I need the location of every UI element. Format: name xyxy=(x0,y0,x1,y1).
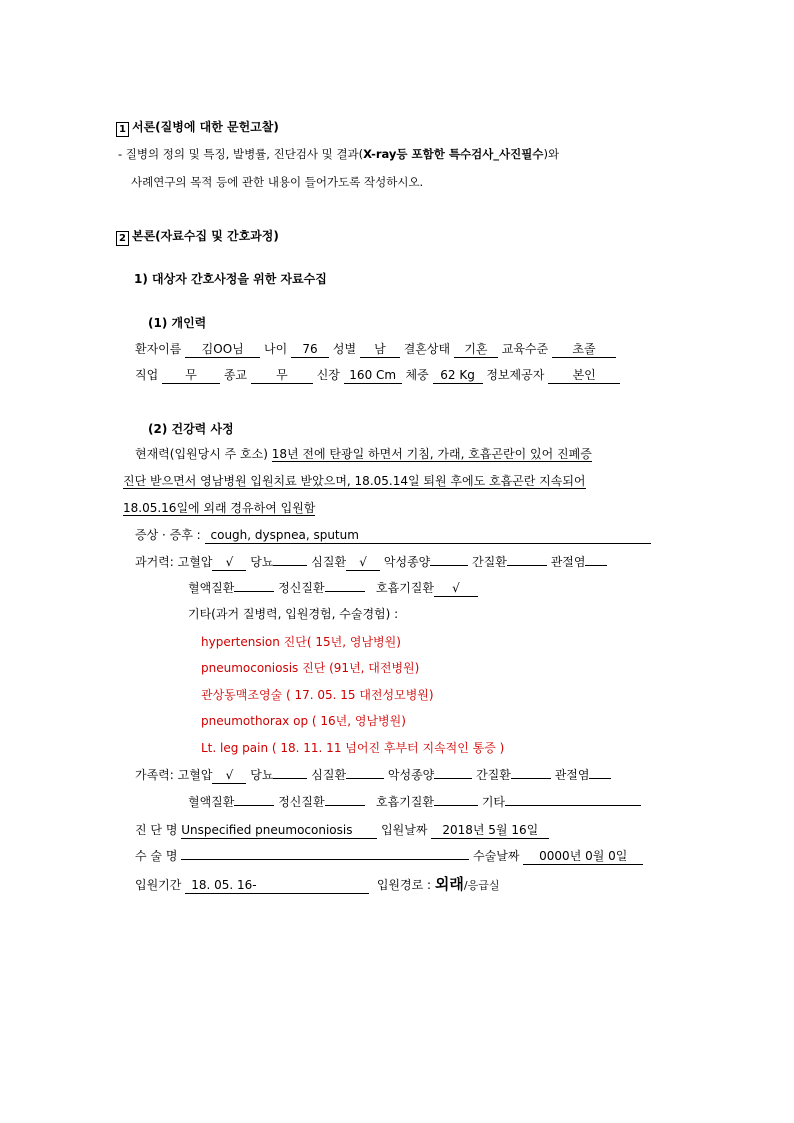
diagnosis-row xyxy=(135,822,549,839)
past-arthritis-field xyxy=(585,565,607,566)
patient-job: 무 xyxy=(162,368,220,384)
family-etc-label: 기타 xyxy=(481,795,506,809)
patient-provider: 본인 xyxy=(548,368,620,384)
health-heading: (2) 건강력 사정 xyxy=(148,422,234,436)
personal-row-2 xyxy=(135,367,620,384)
chief-complaint-line1 xyxy=(135,446,592,462)
symptoms-label: 증상 · 증후 : xyxy=(135,528,201,542)
section2-number: 2 xyxy=(116,231,129,246)
past-other-item-2: pneumoconiosis 진단 (91년, 대전병원) xyxy=(201,661,420,675)
route-rest: /응급실 xyxy=(463,879,500,892)
chief-complaint-line2 xyxy=(123,473,586,489)
section1-heading xyxy=(116,119,279,137)
past-blood-label: 혈액질환 xyxy=(188,581,235,595)
family-tumor-label: 악성종양 xyxy=(387,768,435,782)
past-dm-label: 당뇨 xyxy=(250,555,274,569)
section1-desc-line1 xyxy=(118,146,559,162)
family-blood-field xyxy=(234,805,274,806)
age-label: 나이 xyxy=(264,342,288,356)
section2-title: 본론(자료수집 및 간호과정) xyxy=(132,229,279,243)
section1-number: 1 xyxy=(116,122,129,137)
section2-heading xyxy=(116,228,279,246)
past-liver-field xyxy=(507,565,547,566)
past-label: 과거력: xyxy=(135,555,174,569)
family-resp-label: 호흡기질환 xyxy=(376,795,434,809)
past-blood-field xyxy=(234,591,274,592)
cc-text-3: 18.05.16일에 외래 경유하여 입원함 xyxy=(123,501,316,515)
patient-marital: 기혼 xyxy=(454,342,498,358)
section1-desc-line2: 사례연구의 목적 등에 관한 내용이 들어가도록 작성하시오. xyxy=(131,175,424,189)
stay-value: 18. 05. 16- xyxy=(185,878,369,894)
cc-text-2: 진단 받으면서 영남병원 입원치료 받았으며, 18.05.14일 퇴원 후에도 호흡곤란 지속되어 xyxy=(123,474,586,488)
family-history-row-1 xyxy=(135,767,611,784)
past-psych-label: 정신질환 xyxy=(278,581,325,595)
family-resp-field xyxy=(434,805,478,806)
past-liver-label: 간질환 xyxy=(472,555,507,569)
surgery-label: 수 술 명 xyxy=(135,849,178,863)
patient-weight: 62 Kg xyxy=(433,368,483,384)
route-label: 입원경로 : xyxy=(376,878,432,892)
family-htn-check: √ xyxy=(212,768,246,784)
symptoms-value: cough, dyspnea, sputum xyxy=(205,528,651,544)
route-main: 외래 xyxy=(434,875,464,893)
family-dm-field xyxy=(273,778,307,779)
past-tumor-label: 악성종양 xyxy=(383,555,431,569)
symptoms-row xyxy=(135,527,651,544)
past-htn-check: √ xyxy=(212,555,246,571)
height-label: 신장 xyxy=(316,368,340,382)
family-etc-field xyxy=(505,805,641,806)
desc-suffix: )와 xyxy=(543,147,560,161)
past-dm-field xyxy=(273,565,307,566)
past-heart-label: 심질환 xyxy=(311,555,347,569)
provider-label: 정보제공자 xyxy=(486,368,545,382)
family-heart-field xyxy=(346,778,384,779)
section1-title: 서론(질병에 대한 문헌고찰) xyxy=(132,120,279,134)
subsection-1-title: 1) 대상자 간호사정을 위한 자료수집 xyxy=(134,272,327,286)
stay-row xyxy=(135,876,499,894)
admission-date-label: 입원날짜 xyxy=(381,823,428,837)
personal-row-1 xyxy=(135,341,616,358)
admission-date: 2018년 5월 16일 xyxy=(431,823,549,839)
past-history-row-1 xyxy=(135,554,607,571)
religion-label: 종교 xyxy=(223,368,248,382)
weight-label: 체중 xyxy=(405,368,429,382)
patient-religion: 무 xyxy=(251,368,313,384)
name-label: 환자이름 xyxy=(135,342,182,356)
patient-height: 160 Cm xyxy=(344,368,402,384)
family-label: 가족력: xyxy=(135,768,174,782)
diagnosis-label: 진 단 명 xyxy=(135,823,178,837)
family-arthritis-field xyxy=(589,778,611,779)
family-liver-field xyxy=(511,778,551,779)
family-tumor-field xyxy=(434,778,472,779)
patient-name: 김OO님 xyxy=(185,342,260,358)
past-psych-field xyxy=(325,591,365,592)
family-heart-label: 심질환 xyxy=(311,768,347,782)
family-history-row-2 xyxy=(188,794,641,810)
past-arthritis-label: 관절염 xyxy=(550,555,586,569)
job-label: 직업 xyxy=(135,368,159,382)
past-tumor-field xyxy=(430,565,468,566)
sex-label: 성별 xyxy=(332,342,357,356)
desc-prefix: - 질병의 정의 및 특징, 발병률, 진단검사 및 결과( xyxy=(118,147,364,161)
patient-age: 76 xyxy=(291,342,329,358)
edu-label: 교육수준 xyxy=(501,342,549,356)
chief-complaint-line3 xyxy=(123,500,315,516)
past-other-item-3: 관상동맥조영술 ( 17. 05. 15 대전성모병원) xyxy=(201,688,434,702)
past-other-item-1: hypertension 진단( 15년, 영남병원) xyxy=(201,635,401,649)
past-history-row-2 xyxy=(188,580,478,597)
past-other-item-4: pneumothorax op ( 16년, 영남병원) xyxy=(201,714,406,728)
family-dm-label: 당뇨 xyxy=(250,768,274,782)
diagnosis-value: Unspecified pneumoconiosis xyxy=(181,823,377,839)
cc-label: 현재력(입원당시 주 호소) xyxy=(135,447,268,461)
surgery-date-label: 수술날짜 xyxy=(473,849,520,863)
stay-label: 입원기간 xyxy=(135,878,182,892)
past-resp-check: √ xyxy=(434,581,478,597)
past-other-label: 기타(과거 질병력, 입원경험, 수술경험) : xyxy=(188,607,399,621)
desc-bold: X-ray등 포함한 특수검사_사진필수 xyxy=(363,147,544,161)
marital-label: 결혼상태 xyxy=(403,342,451,356)
surgery-value xyxy=(181,859,469,860)
family-blood-label: 혈액질환 xyxy=(188,795,235,809)
family-htn-label: 고혈압 xyxy=(177,768,213,782)
past-resp-label: 호흡기질환 xyxy=(376,581,434,595)
past-other-item-5: Lt. leg pain ( 18. 11. 11 넘어진 후부터 지속적인 통증 ) xyxy=(201,741,505,755)
surgery-date: 0000년 0월 0일 xyxy=(523,849,643,865)
past-htn-label: 고혈압 xyxy=(177,555,213,569)
cc-text-1: 18년 전에 탄광일 하면서 기침, 가래, 호흡곤란이 있어 진폐증 xyxy=(271,447,592,461)
patient-sex: 남 xyxy=(360,342,400,358)
family-arthritis-label: 관절염 xyxy=(554,768,590,782)
surgery-row xyxy=(135,848,643,865)
family-liver-label: 간질환 xyxy=(476,768,511,782)
family-psych-label: 정신질환 xyxy=(278,795,325,809)
family-psych-field xyxy=(325,805,365,806)
patient-edu: 초졸 xyxy=(552,342,616,358)
past-heart-check: √ xyxy=(346,555,380,571)
personal-heading: (1) 개인력 xyxy=(148,316,207,330)
